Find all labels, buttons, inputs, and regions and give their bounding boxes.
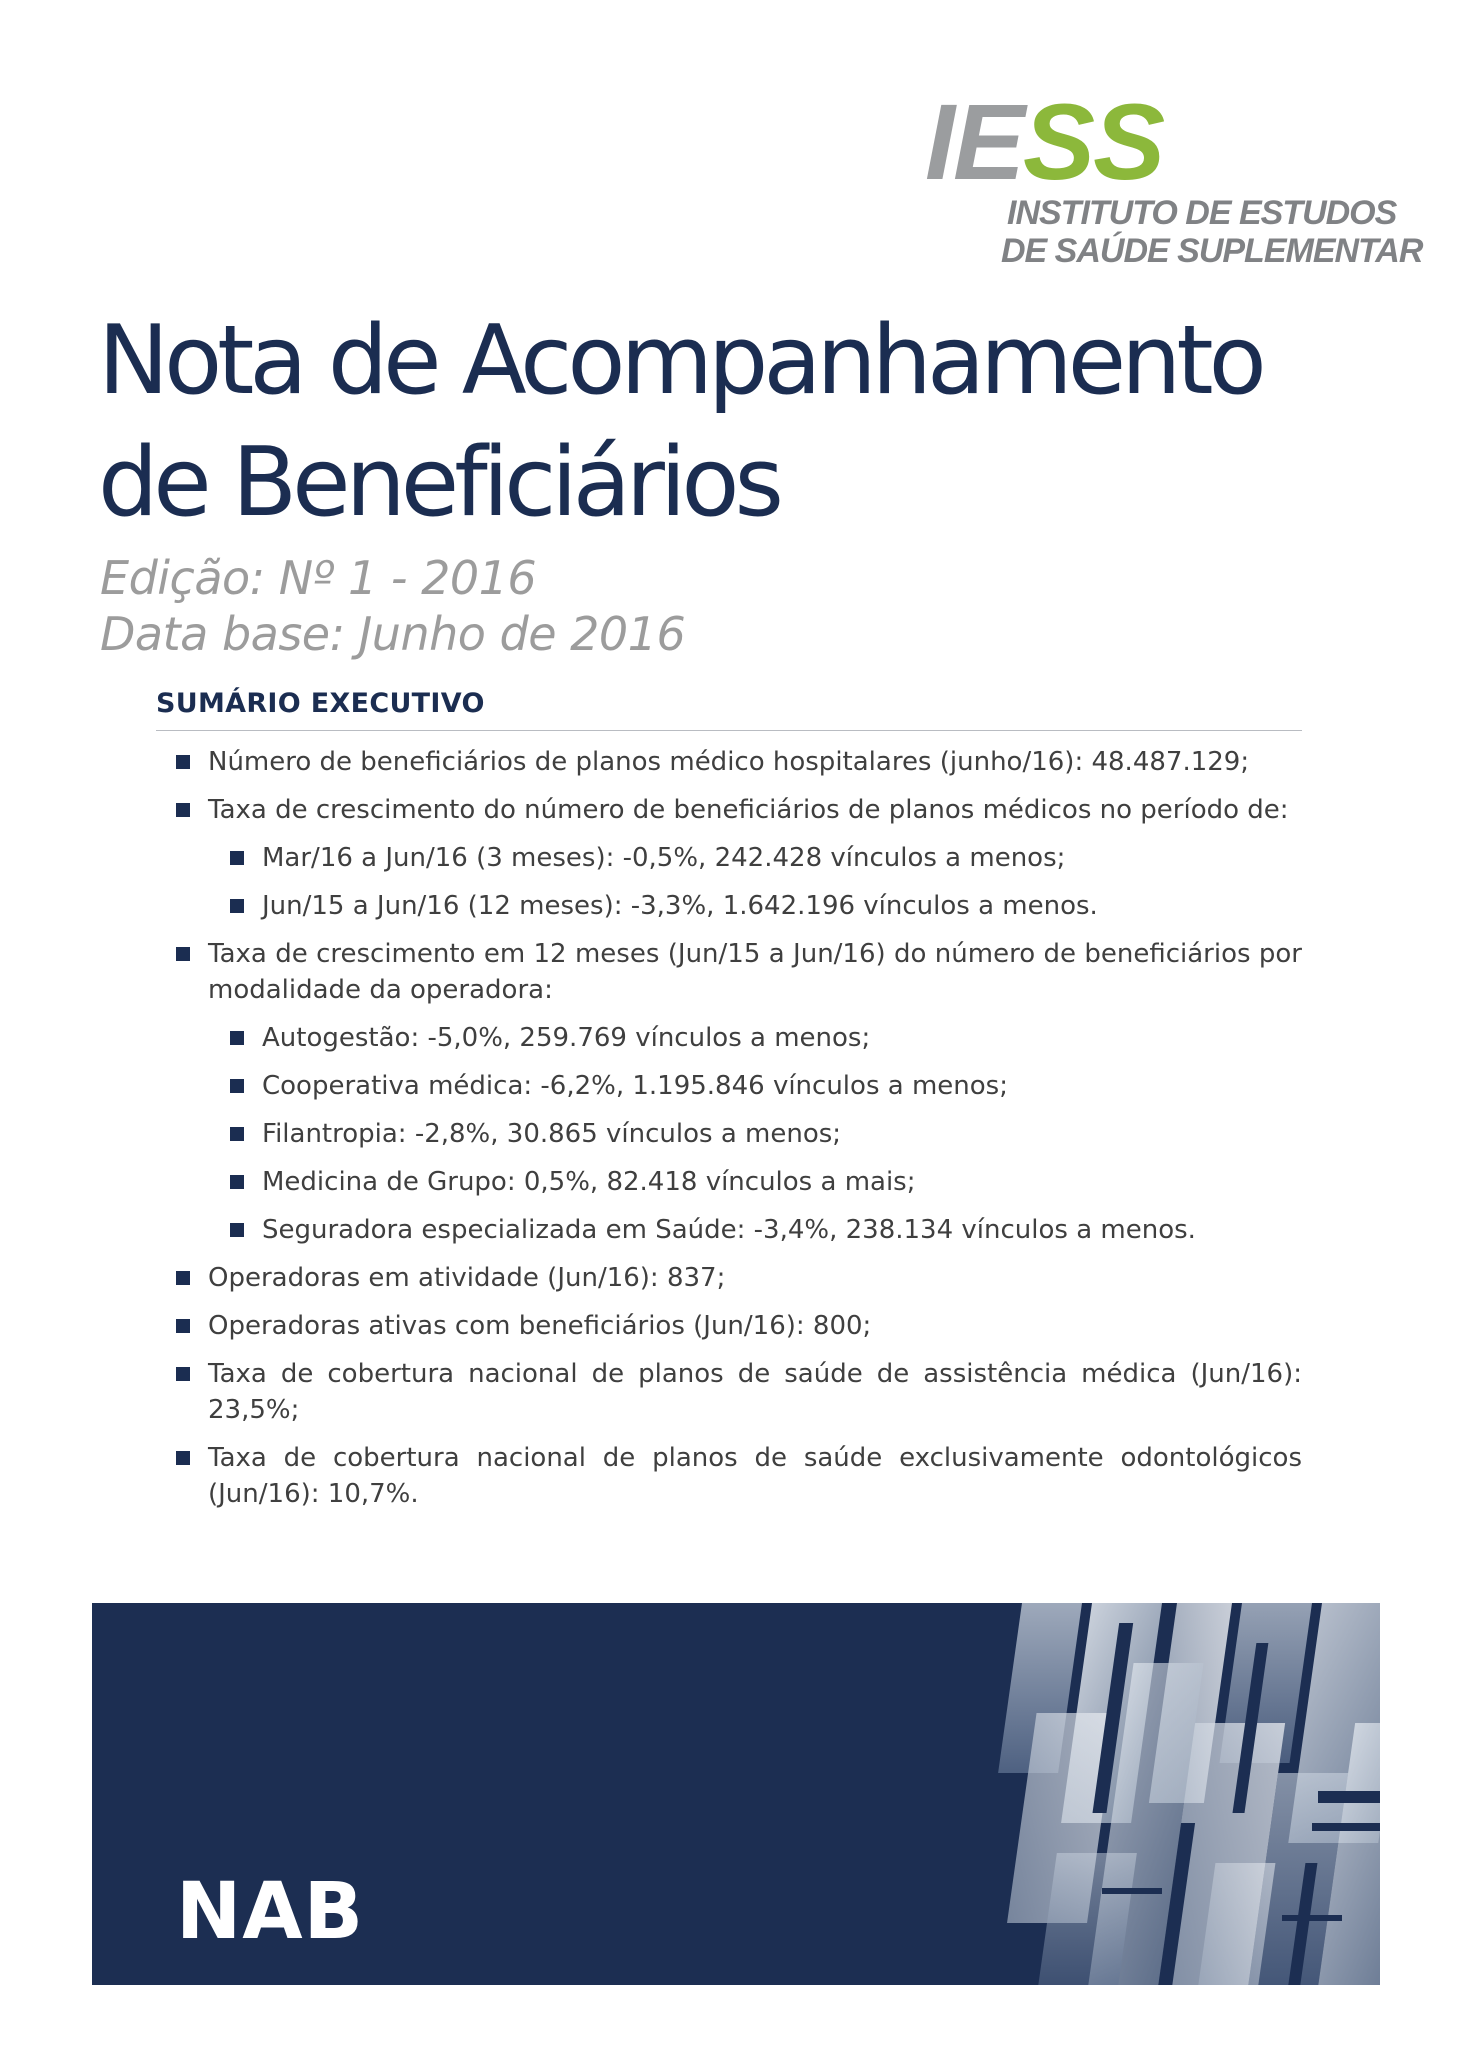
summary-item-text: Operadoras em atividade (Jun/16): 837; — [208, 1263, 726, 1293]
square-bullet-icon — [176, 947, 190, 961]
summary-subitem — [230, 888, 1302, 924]
logo-mark-ie: IE — [925, 81, 1024, 202]
square-bullet-icon — [230, 1127, 244, 1141]
title-line1: Nota de Acompanhamento — [98, 306, 1262, 416]
square-bullet-icon — [176, 1367, 190, 1381]
square-bullet-icon — [176, 1319, 190, 1333]
iess-logo — [925, 81, 1423, 272]
square-bullet-icon — [230, 1175, 244, 1189]
banner-label: NAB — [176, 1867, 365, 1957]
summary-subitem — [230, 840, 1302, 876]
square-bullet-icon — [230, 1079, 244, 1093]
summary-item-text: Taxa de cobertura nacional de planos de saúde de assistência médica (Jun/16): 23,5%; — [208, 1359, 1302, 1425]
logo-mark-ss: SS — [1023, 81, 1164, 202]
logo-name-line1: INSTITUTO DE ESTUDOS — [1007, 194, 1397, 232]
square-bullet-icon — [230, 1031, 244, 1045]
summary-item-text: Cooperativa médica: -6,2%, 1.195.846 vínculos a menos; — [262, 1071, 1008, 1101]
summary-item-text: Taxa de crescimento do número de beneficiários de planos médicos no período de: — [208, 795, 1289, 825]
footer-banner — [92, 1603, 1380, 1985]
square-bullet-icon — [230, 851, 244, 865]
summary-subitem — [230, 1020, 1302, 1056]
summary-item — [176, 1440, 1302, 1512]
summary-item-text: Jun/15 a Jun/16 (12 meses): -3,3%, 1.642.196 vínculos a menos. — [262, 891, 1098, 921]
summary-subitem — [230, 1068, 1302, 1104]
summary-item-text: Operadoras ativas com beneficiários (Jun/16): 800; — [208, 1311, 872, 1341]
summary-item-text: Autogestão: -5,0%, 259.769 vínculos a menos; — [262, 1023, 871, 1053]
summary-subitem — [230, 1116, 1302, 1152]
summary-subitem — [230, 1212, 1302, 1248]
summary-item-text: Número de beneficiários de planos médico hospitalares (junho/16): 48.487.129; — [208, 747, 1250, 777]
summary-item-text: Medicina de Grupo: 0,5%, 82.418 vínculos a mais; — [262, 1167, 916, 1197]
summary-item-text: Taxa de cobertura nacional de planos de saúde exclusivamente odontológicos (Jun/16): 10,7%. — [208, 1443, 1302, 1509]
summary-item-text: Seguradora especializada em Saúde: -3,4%, 238.134 vínculos a menos. — [262, 1215, 1196, 1245]
square-bullet-icon — [230, 1223, 244, 1237]
edition-info — [100, 550, 685, 662]
logo-mark — [925, 81, 1164, 202]
summary-item — [176, 744, 1302, 780]
summary-item — [176, 936, 1302, 1008]
square-bullet-icon — [176, 1271, 190, 1285]
square-bullet-icon — [176, 755, 190, 769]
edition-base-date: Data base: Junho de 2016 — [100, 607, 686, 661]
summary-item-text: Mar/16 a Jun/16 (3 meses): -0,5%, 242.428 vínculos a menos; — [262, 843, 1066, 873]
square-bullet-icon — [176, 1451, 190, 1465]
document-title — [98, 300, 1398, 544]
square-bullet-icon — [176, 803, 190, 817]
edition-number: Edição: Nº 1 - 2016 — [100, 551, 537, 605]
summary-item — [176, 1356, 1302, 1428]
summary-item-text: Taxa de crescimento em 12 meses (Jun/15 a Jun/16) do número de beneficiários por modalidade da operadora: — [208, 939, 1302, 1005]
logo-institute-name — [1001, 194, 1423, 270]
summary-divider — [156, 730, 1302, 731]
logo-name-line2: DE SAÚDE SUPLEMENTAR — [1001, 232, 1423, 270]
summary-item-text: Filantropia: -2,8%, 30.865 vínculos a menos; — [262, 1119, 842, 1149]
square-bullet-icon — [230, 899, 244, 913]
summary-item — [176, 1308, 1302, 1344]
summary-item — [176, 1260, 1302, 1296]
summary-item — [176, 792, 1302, 828]
title-line2: de Beneficiários — [98, 428, 779, 538]
summary-list — [176, 744, 1302, 1524]
summary-heading: SUMÁRIO EXECUTIVO — [156, 688, 485, 719]
summary-subitem — [230, 1164, 1302, 1200]
